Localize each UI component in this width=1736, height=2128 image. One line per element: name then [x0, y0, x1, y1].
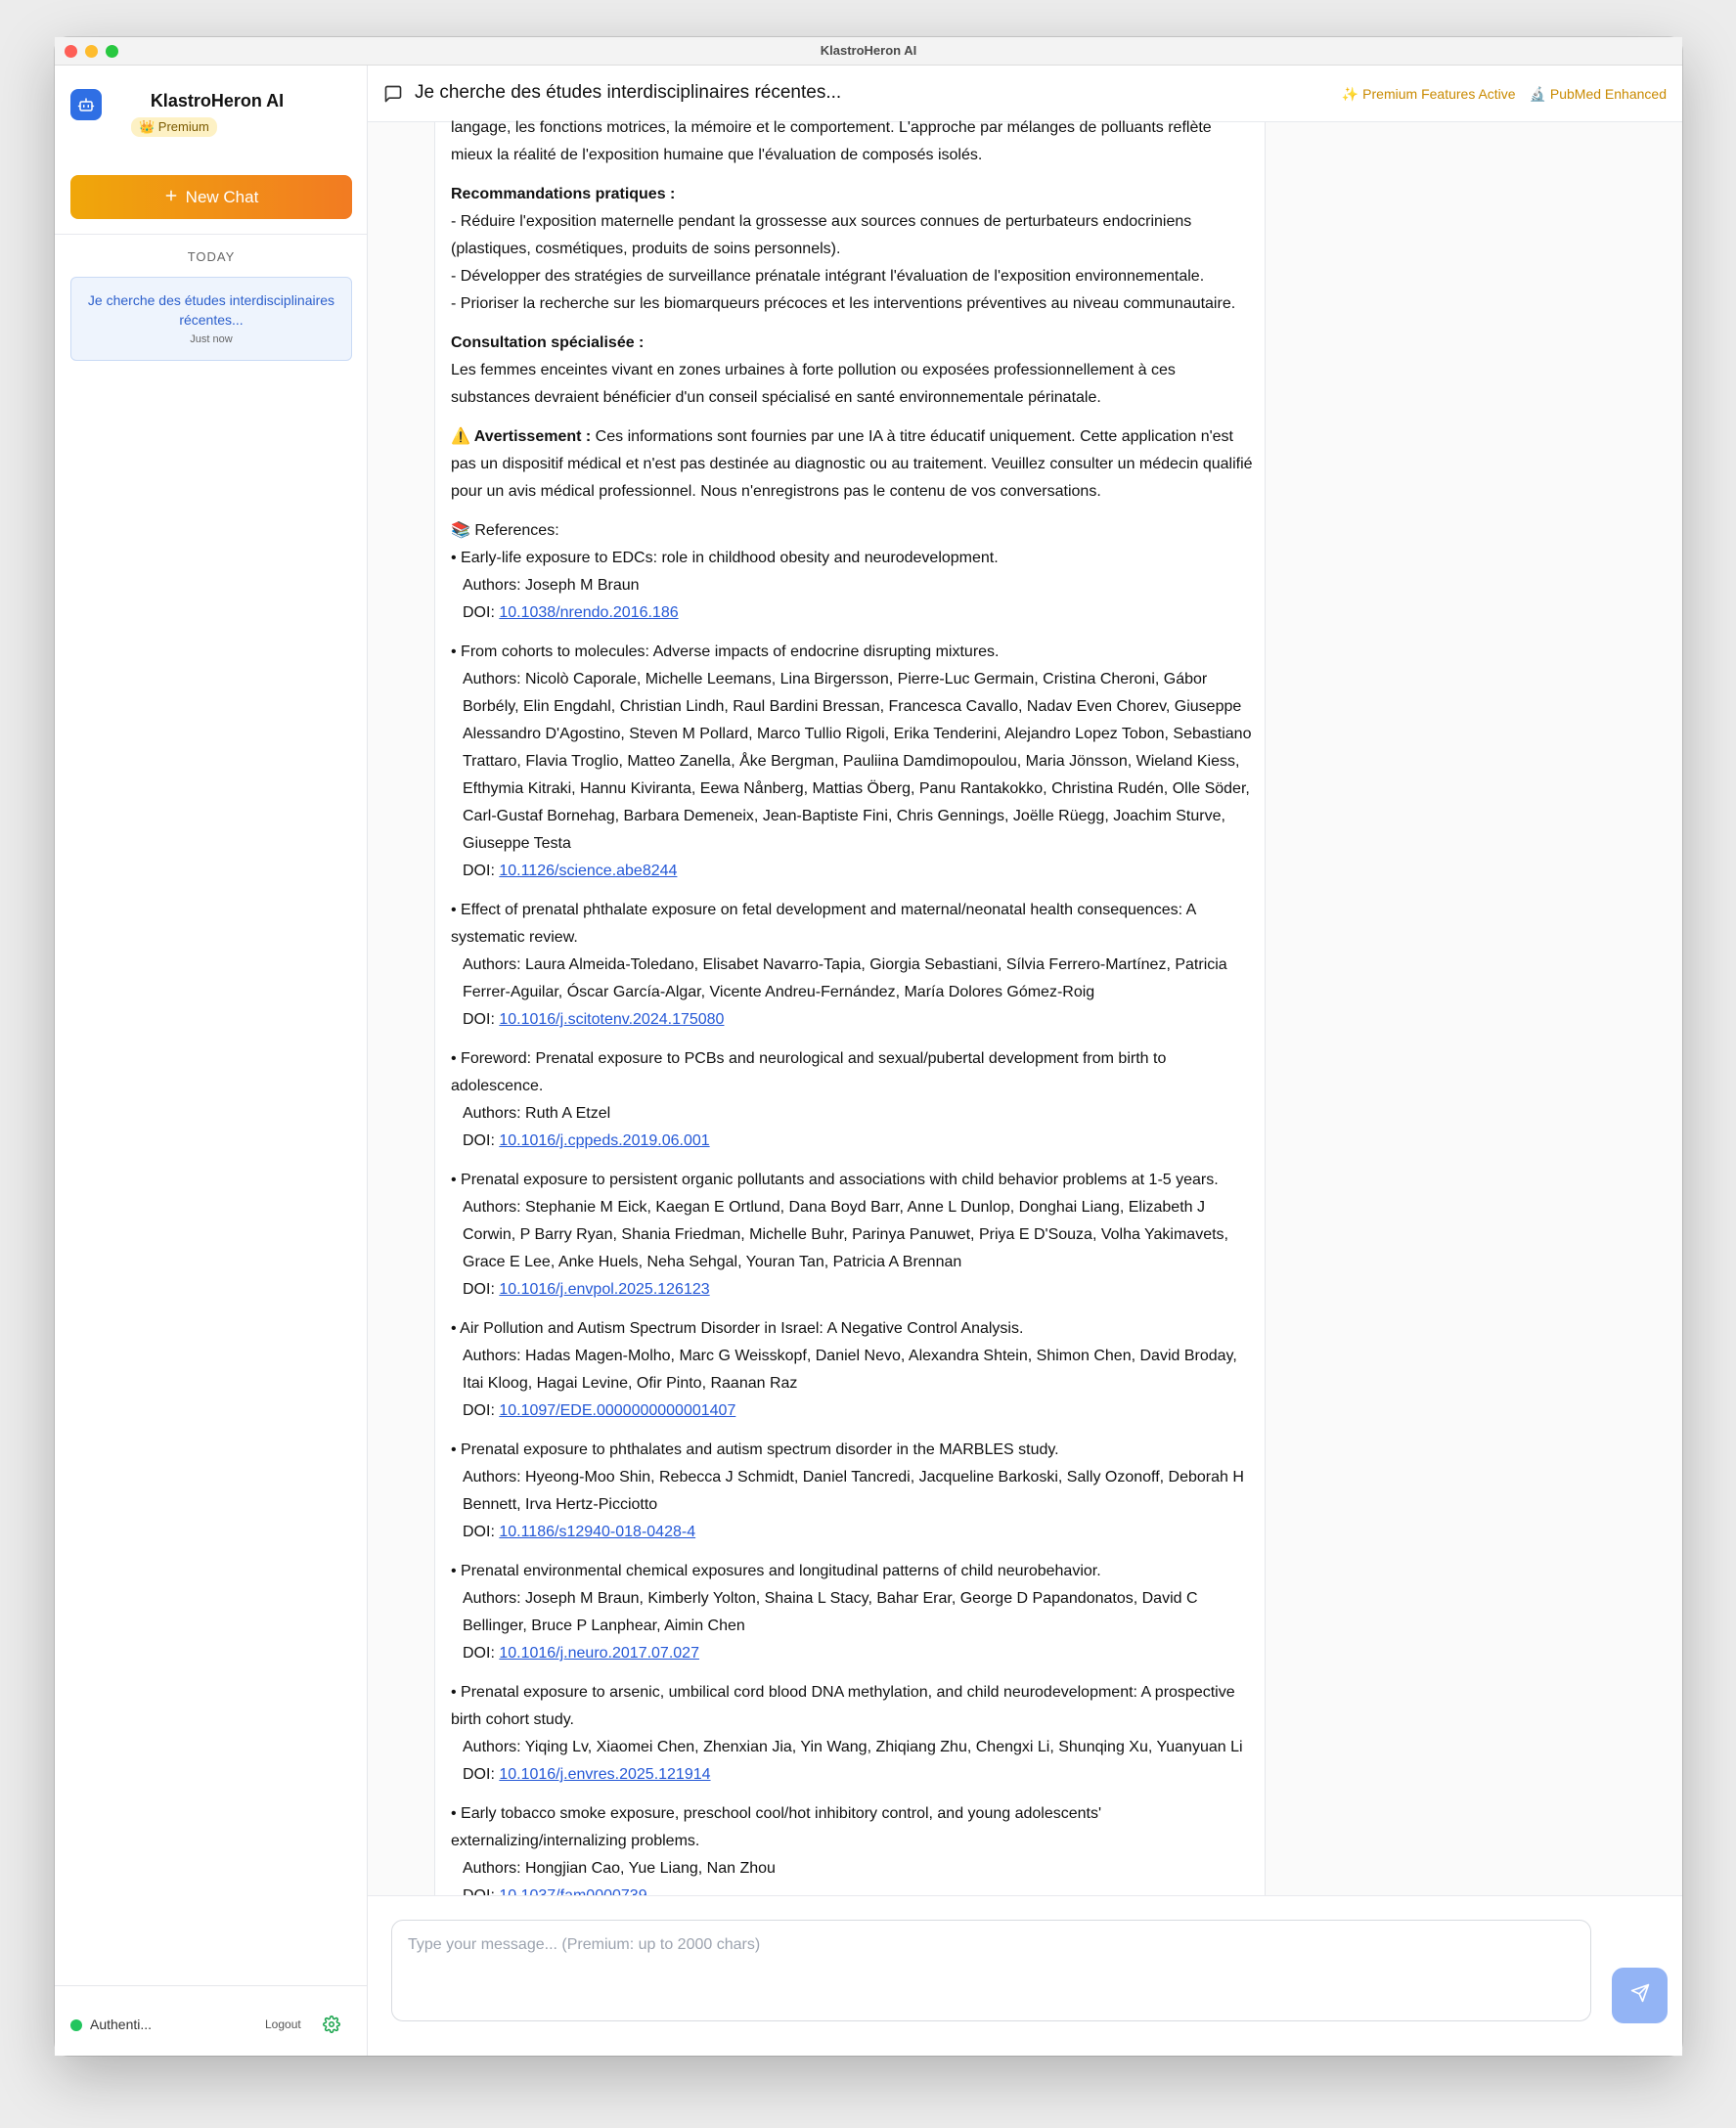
recommendation-item: - Développer des stratégies de surveillance prénatale intégrant l'évaluation de l'exposition environnementale.	[451, 268, 1205, 285]
doi-link[interactable]: 10.1016/j.scitotenv.2024.175080	[499, 1011, 725, 1028]
logout-button[interactable]: Logout	[265, 2017, 301, 2031]
authors-list: Nicolò Caporale, Michelle Leemans, Lina Birgersson, Pierre-Luc Germain, Cristina Cheroni, Gábor Borbély, Elin Engdahl, Christian Lindh, Raul Bardini Bressan, Francesca Cavallo, Nadav Even Chorev, Giuseppe Alessandro D'Agostino, Steven M Pollard, Marco Tullio Rigoli, Erika Tenderini, Alejandro Lopez Tobon, Sebastiano Trattaro, Flavia Troglio, Matteo Zanella, Åke Bergman, Pauliina Damdimopoulou, Maria Jönsson, Wieland Kiess, Efthymia Kitraki, Hannu Kiviranta, Eewa Nånberg, Mattias Öberg, Panu Rantakokko, Christina Rudén, Olle Söder, Carl-Gustaf Bornehag, Barbara Demeneix, Jean-Baptiste Fini, Chris Gennings, Joëlle Rüegg, Joachim Sturve, Giuseppe Testa	[463, 671, 1252, 852]
authors-prefix: Authors:	[463, 1199, 526, 1216]
authors-prefix: Authors:	[463, 1739, 525, 1755]
authors-list: Hadas Magen-Molho, Marc G Weisskopf, Daniel Nevo, Alexandra Shtein, Shimon Chen, David Broday, Itai Kloog, Hagai Levine, Ofir Pinto, Raanan Raz	[463, 1348, 1237, 1392]
reference-authors	[451, 1464, 1253, 1519]
message-input[interactable]	[391, 1920, 1591, 2021]
window-title: KlastroHeron AI	[820, 43, 917, 58]
chat-scroll-area[interactable]	[368, 119, 1682, 1895]
message-square-icon	[383, 84, 403, 109]
reference-title: • Prenatal exposure to phthalates and autism spectrum disorder in the MARBLES study.	[451, 1441, 1059, 1458]
message-paragraph: langage, les fonctions motrices, la mémoire et le comportement. L'approche par mélanges de polluants reflète mieux la réalité de l'exposition humaine que l'évaluation de composés isolés.	[451, 119, 1212, 163]
gear-icon[interactable]	[323, 2016, 340, 2038]
chat-history-item[interactable]	[70, 277, 352, 361]
sidebar	[55, 66, 368, 2056]
send-button[interactable]	[1612, 1968, 1668, 2023]
recommendations-heading: Recommandations pratiques :	[451, 186, 676, 202]
doi-prefix: DOI:	[463, 863, 500, 879]
reference-authors	[451, 1343, 1253, 1397]
reference-title: • Air Pollution and Autism Spectrum Disorder in Israel: A Negative Control Analysis.	[451, 1320, 1024, 1337]
reference-title: • Early tobacco smoke exposure, preschool cool/hot inhibitory control, and young adolescents' externalizing/internalizing problems.	[451, 1805, 1102, 1849]
status-indicator	[70, 2019, 82, 2031]
authors-list: Hyeong-Moo Shin, Rebecca J Schmidt, Daniel Tancredi, Jacqueline Barkoski, Sally Ozonoff, Deborah H Bennett, Irva Hertz-Picciotto	[463, 1469, 1244, 1513]
authors-prefix: Authors:	[463, 671, 526, 687]
authors-list: Hongjian Cao, Yue Liang, Nan Zhou	[525, 1860, 776, 1877]
brand-name: KlastroHeron AI	[150, 91, 285, 111]
authors-list: Yiqing Lv, Xiaomei Chen, Zhenxian Jia, Yin Wang, Zhiqiang Zhu, Chengxi Li, Shunqing Xu, Yuanyuan Li	[524, 1739, 1243, 1755]
premium-badge: 👑 Premium	[131, 117, 217, 137]
reference-doi	[451, 1761, 1253, 1789]
reference-authors	[451, 952, 1253, 1006]
reference-item	[451, 545, 1253, 627]
new-chat-button[interactable]	[70, 175, 352, 219]
doi-prefix: DOI:	[463, 1132, 500, 1149]
authors-prefix: Authors:	[463, 577, 526, 594]
reference-authors	[451, 572, 1253, 599]
doi-link[interactable]: 10.1016/j.neuro.2017.07.027	[499, 1645, 699, 1662]
reference-title: • Early-life exposure to EDCs: role in childhood obesity and neurodevelopment.	[451, 550, 999, 566]
warning-text: Ces informations sont fournies par une IA à titre éducatif uniquement. Cette application n'est pas un dispositif médical et n'est pas destinée au diagnostic ou au traitement. Veuillez consulter un médecin qualifié pour un avis médical professionnel. Nous n'enregistrons pas le contenu de vos conversations.	[451, 428, 1253, 500]
chat-item-time: Just now	[190, 333, 233, 345]
plus-icon	[164, 188, 178, 207]
authors-prefix: Authors:	[463, 1105, 526, 1122]
message-body	[451, 114, 1253, 1922]
doi-prefix: DOI:	[463, 1524, 500, 1540]
reference-authors	[451, 1734, 1253, 1761]
robot-icon	[70, 89, 102, 120]
reference-item	[451, 1558, 1253, 1667]
authors-list: Joseph M Braun, Kimberly Yolton, Shaina L Stacy, Bahar Erar, George D Papandonatos, David C Bellinger, Bruce P Lanphear, Aimin Chen	[463, 1590, 1198, 1634]
reference-item	[451, 1315, 1253, 1425]
reference-authors	[451, 1100, 1253, 1128]
doi-link[interactable]: 10.1038/nrendo.2016.186	[499, 604, 679, 621]
recommendation-item: - Réduire l'exposition maternelle pendant la grossesse aux sources connues de perturbateurs endocriniens (plastiques, cosmétiques, produits de soins personnels).	[451, 213, 1192, 257]
reference-title: • Effect of prenatal phthalate exposure on fetal development and maternal/neonatal health consequences: A systematic review.	[451, 902, 1196, 946]
doi-prefix: DOI:	[463, 1011, 500, 1028]
authors-list: Laura Almeida-Toledano, Elisabet Navarro-Tapia, Giorgia Sebastiani, Sílvia Ferrero-Martínez, Patricia Ferrer-Aguilar, Óscar García-Algar, Vicente Andreu-Fernández, María Dolores Gómez-Roig	[463, 956, 1227, 1000]
doi-link[interactable]: 10.1126/science.abe8244	[499, 863, 678, 879]
reference-title: • Prenatal exposure to arsenic, umbilical cord blood DNA methylation, and child neurodevelopment: A prospective birth cohort study.	[451, 1684, 1235, 1728]
reference-title: • Foreword: Prenatal exposure to PCBs and neurological and sexual/pubertal development from birth to adolescence.	[451, 1050, 1167, 1094]
reference-doi	[451, 1519, 1253, 1546]
send-icon	[1630, 1983, 1650, 2008]
consultation-text: Les femmes enceintes vivant en zones urbaines à forte pollution ou exposées professionnellement à ces substances devraient bénéficier d'un conseil spécialisé en santé environnementale périnatale.	[451, 362, 1176, 406]
chat-title: Je cherche des études interdisciplinaires récentes...	[415, 82, 842, 103]
reference-item	[451, 1437, 1253, 1546]
brand	[70, 89, 354, 148]
reference-item	[451, 1679, 1253, 1789]
authors-list: Ruth A Etzel	[525, 1105, 611, 1122]
authors-prefix: Authors:	[463, 1590, 526, 1607]
auth-status: Authenti...	[90, 2017, 153, 2032]
composer	[368, 1895, 1682, 2056]
chat-item-title: Je cherche des études interdisciplinaires récentes...	[87, 292, 335, 328]
sidebar-footer	[55, 1985, 367, 2056]
authors-prefix: Authors:	[463, 1348, 526, 1364]
feature-badges	[1342, 86, 1667, 103]
reference-item	[451, 1800, 1253, 1910]
pubmed-enhanced-badge: 🔬 PubMed Enhanced	[1529, 86, 1667, 102]
references-list	[451, 545, 1253, 1910]
authors-list: Joseph M Braun	[525, 577, 640, 594]
reference-doi	[451, 1640, 1253, 1667]
doi-link[interactable]: 10.1016/j.envres.2025.121914	[499, 1766, 711, 1783]
reference-item	[451, 1045, 1253, 1155]
authors-list: Stephanie M Eick, Kaegan E Ortlund, Dana Boyd Barr, Anne L Dunlop, Donghai Liang, Elizabeth J Corwin, P Barry Ryan, Shania Friedman, Michelle Buhr, Parinya Panuwet, Priya E D'Souza, Volha Yakimavets, Grace E Lee, Anke Huels, Neha Sehgal, Youran Tan, Patricia A Brennan	[463, 1199, 1228, 1270]
reference-authors	[451, 1855, 1253, 1883]
warning-block	[451, 423, 1253, 506]
authors-prefix: Authors:	[463, 1469, 526, 1485]
doi-prefix: DOI:	[463, 1402, 500, 1419]
recommendation-item: - Prioriser la recherche sur les biomarqueurs précoces et les interventions préventives au niveau communautaire.	[451, 295, 1236, 312]
consultation-heading: Consultation spécialisée :	[451, 334, 645, 351]
doi-prefix: DOI:	[463, 1645, 500, 1662]
app-window	[55, 37, 1682, 2056]
main-panel	[368, 66, 1682, 2056]
section-label-today: TODAY	[187, 249, 236, 264]
reference-doi	[451, 1276, 1253, 1304]
assistant-message	[434, 119, 1266, 1895]
reference-item	[451, 1167, 1253, 1304]
doi-prefix: DOI:	[463, 604, 500, 621]
authors-prefix: Authors:	[463, 956, 526, 973]
reference-doi	[451, 599, 1253, 627]
reference-doi	[451, 1397, 1253, 1425]
doi-prefix: DOI:	[463, 1766, 500, 1783]
reference-authors	[451, 1194, 1253, 1276]
doi-link[interactable]: 10.1097/EDE.0000000000001407	[499, 1402, 736, 1419]
authors-prefix: Authors:	[463, 1860, 526, 1877]
reference-doi	[451, 1128, 1253, 1155]
doi-link[interactable]: 10.1016/j.cppeds.2019.06.001	[499, 1132, 710, 1149]
recommendations-block	[451, 181, 1253, 318]
warning-label: ⚠️ Avertissement :	[451, 428, 592, 445]
reference-title: • From cohorts to molecules: Adverse impacts of endocrine disrupting mixtures.	[451, 643, 1000, 660]
reference-item	[451, 639, 1253, 885]
reference-authors	[451, 1585, 1253, 1640]
doi-link[interactable]: 10.1016/j.envpol.2025.126123	[499, 1281, 710, 1298]
new-chat-label: New Chat	[185, 187, 259, 206]
reference-title: • Prenatal exposure to persistent organic pollutants and associations with child behavior problems at 1-5 years.	[451, 1172, 1219, 1188]
reference-authors	[451, 666, 1253, 858]
references-heading: 📚 References:	[451, 522, 559, 539]
reference-item	[451, 897, 1253, 1034]
sidebar-divider	[55, 234, 367, 235]
reference-title: • Prenatal environmental chemical exposures and longitudinal patterns of child neurobehavior.	[451, 1563, 1101, 1579]
reference-doi	[451, 858, 1253, 885]
doi-link[interactable]: 10.1186/s12940-018-0428-4	[499, 1524, 696, 1540]
title-bar	[55, 37, 1682, 66]
reference-doi	[451, 1006, 1253, 1034]
doi-prefix: DOI:	[463, 1281, 500, 1298]
consultation-block	[451, 330, 1253, 412]
premium-features-badge: ✨ Premium Features Active	[1341, 86, 1516, 102]
